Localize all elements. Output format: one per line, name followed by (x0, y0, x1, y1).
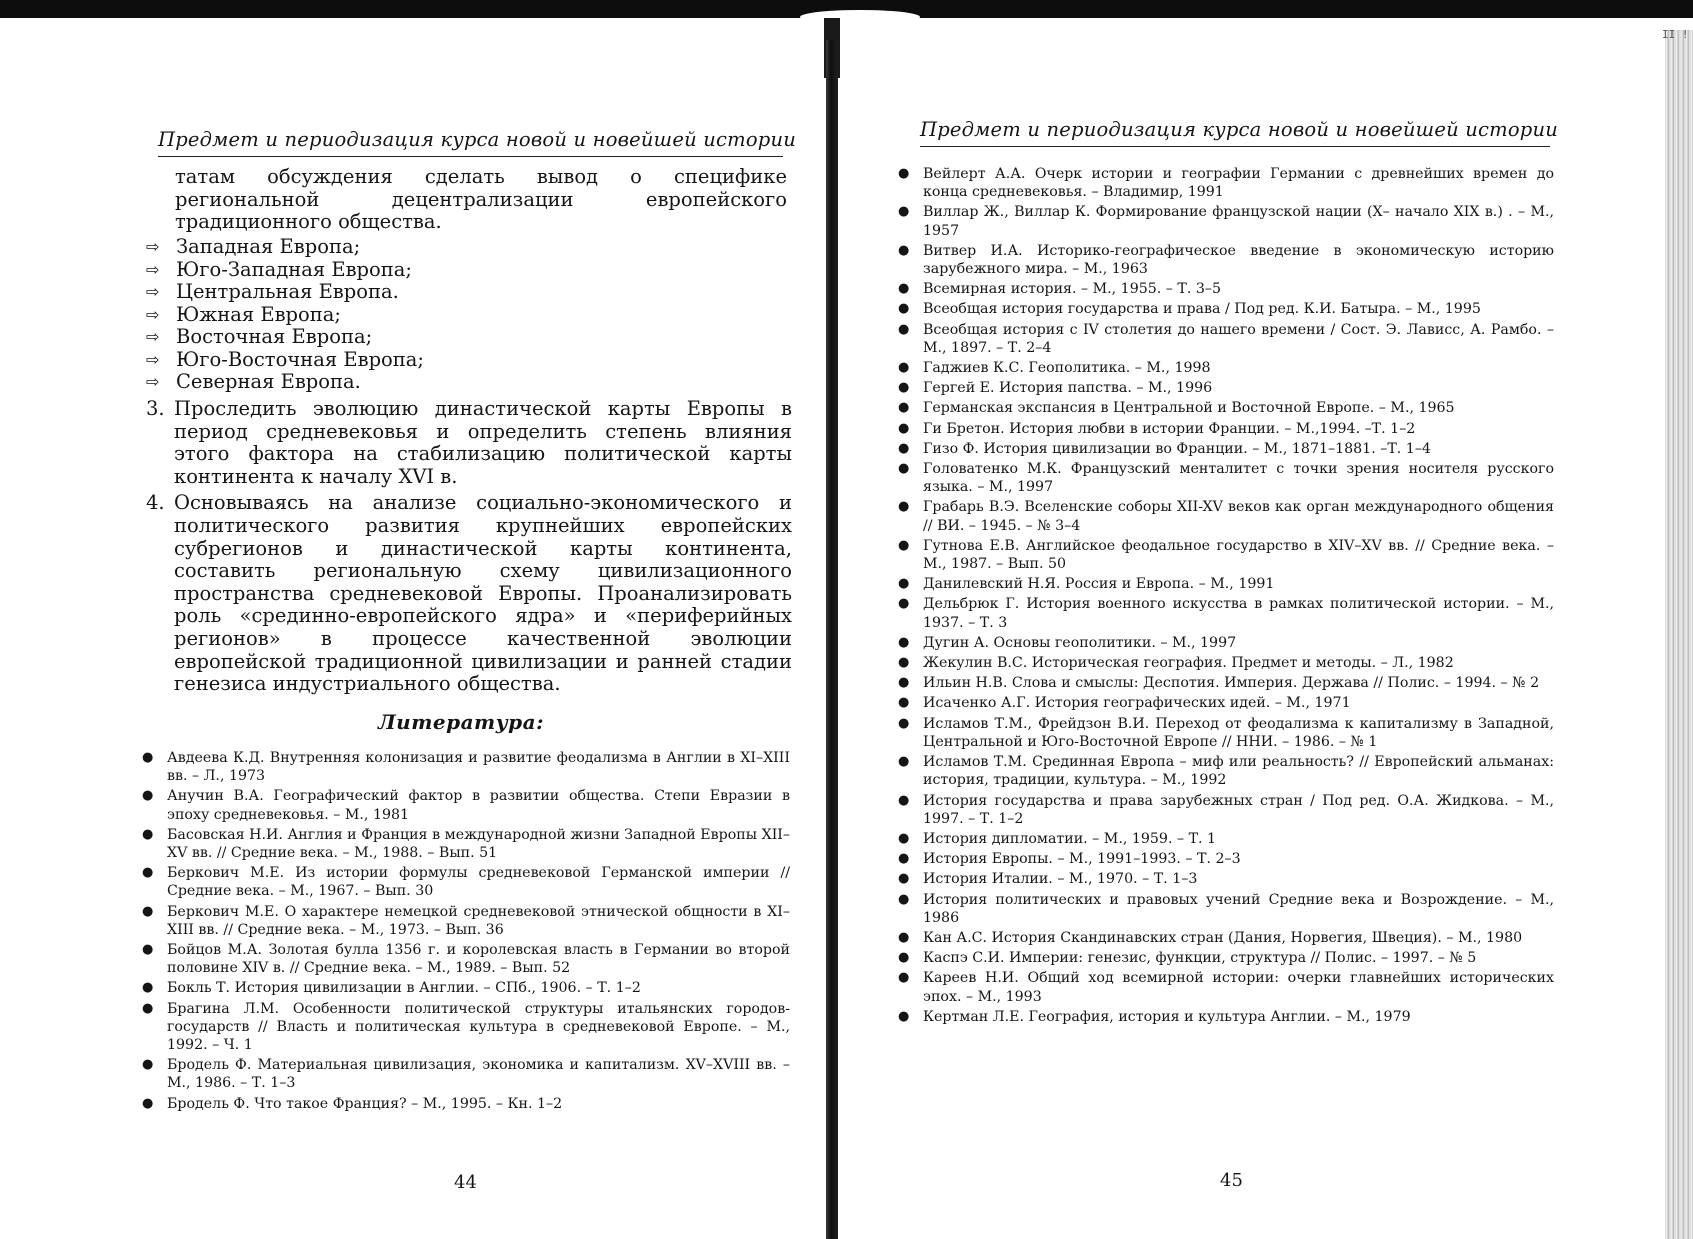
list-item: ● Всеобщая история государства и права / Под ред. К.И. Батыра. – М., 1995 (898, 301, 1481, 318)
list-item: ● Брагина Л.М. Особенности политической структуры итальянских городов-государств // Власть и политическая культура в средневековой Европе. – М., 1992. – Ч. 1 (142, 1000, 790, 1054)
continuation-text: татам обсуждения сделать вывод о специфике региональной децентрализации европейского традиционного общества. (175, 165, 787, 234)
task-item: 3. Проследить эволюцию династической карты Европы в период средневековья и определить степень влияния этого фактора на стабилизацию политической карты континента к началу XVI в. (146, 397, 792, 488)
literature-heading: Литература: (378, 710, 545, 734)
page-number-left: 44 (454, 1172, 477, 1193)
list-item: ● Гутнова Е.В. Английское феодальное государство в XIV–XV вв. // Средние века. – М., 1987. – Вып. 50 (898, 537, 1554, 573)
bullet-icon: ● (142, 1095, 154, 1111)
page-edge-right (1665, 30, 1693, 1239)
bullet-icon: ● (898, 929, 910, 945)
book-spine (826, 40, 838, 1239)
arrow-icon: ⇨ (146, 349, 160, 369)
list-item: ● Исаченко А.Г. История географических идей. – М., 1971 (898, 695, 1351, 712)
list-item: ● Данилевский Н.Я. Россия и Европа. – М., 1991 (898, 576, 1275, 593)
bullet-icon: ● (142, 980, 154, 996)
bullet-icon: ● (898, 380, 910, 396)
bullet-icon: ● (898, 950, 910, 966)
regions-list (146, 236, 786, 394)
list-item: ● История политических и правовых учений Средние века и Возрождение. – М., 1986 (898, 891, 1554, 926)
bullet-icon: ● (898, 204, 910, 220)
list-item: ● Вейлерт А.А. Очерк истории и географии Германии с древнейших времен до конца средневековья. – Владимир, 1991 (898, 166, 1554, 201)
list-item: ● История Италии. – М., 1970. – Т. 1–3 (898, 871, 1198, 888)
arrow-icon: ⇨ (146, 327, 160, 346)
bullet-icon: ● (142, 788, 154, 804)
list-item: ● Грабарь В.Э. Вселенские соборы XII-XV веков как орган международного общения // ВИ. – 1945. – № 3–4 (898, 499, 1554, 534)
list-item: ⇨ Западная Европа; (146, 235, 361, 258)
bullet-icon: ● (898, 754, 910, 770)
bullet-icon: ● (898, 891, 910, 907)
list-item: ● Беркович М.Е. Из истории формулы средневековой Германской империи // Средние века. – М., 1967. – Вып. 30 (142, 865, 790, 900)
bullet-icon: ● (142, 1057, 154, 1073)
list-item: ● Жекулин В.С. Историческая география. Предмет и методы. – Л., 1982 (898, 655, 1454, 672)
tasks-list (146, 398, 792, 700)
running-head-right: Предмет и периодизация курса новой и новейшей истории (920, 118, 1550, 147)
bullet-icon: ● (142, 826, 154, 842)
arrow-icon: ⇨ (146, 237, 160, 256)
bibliography-right (898, 165, 1554, 1028)
list-item: ● Всемирная история. – М., 1955. – Т. 3–5 (898, 281, 1222, 298)
list-item: ● Беркович М.Е. О характере немецкой средневековой этнической общности в XI–XIII вв. // Средние века. – М., 1973. – Вып. 36 (142, 903, 790, 938)
task-item: 4. Основываясь на анализе социально-экономического и политического развития крупнейших европейских субрегионов и династической карты континента, составить региональную схему цивилизационного пространства средневековой Европы. Проанализировать роль «срединно-европейского ядра» и «периферийных регионов» в процессе качественной эволюции европейской традиционной цивилизации и ранней стадии генезиса индустриального общества. (146, 491, 792, 696)
list-item: ⇨ Центральная Европа. (146, 280, 399, 303)
bullet-icon: ● (898, 655, 910, 671)
corner-mark: II ! (1662, 28, 1689, 41)
bullet-icon: ● (898, 400, 910, 416)
bullet-icon: ● (898, 440, 910, 456)
list-item: ⇨ Юго-Восточная Европа; (146, 347, 424, 371)
bullet-icon: ● (898, 851, 910, 867)
list-item: ● Дугин А. Основы геополитики. – М., 1997 (898, 634, 1237, 651)
bullet-icon: ● (898, 596, 910, 612)
list-item: ● Кареев Н.И. Общий ход всемирной истории: очерки главнейших исторических эпох. – М., 1993 (898, 970, 1554, 1005)
list-item: ● Анучин В.А. Географический фактор в развитии общества. Степи Евразии в эпоху средневековья. – М., 1981 (142, 788, 790, 823)
bibliography-left (142, 749, 790, 1115)
arrow-icon: ⇨ (146, 282, 160, 301)
list-item: ● История дипломатии. – М., 1959. – Т. 1 (898, 830, 1217, 847)
arrow-icon: ⇨ (146, 372, 160, 391)
list-item: ● Исламов Т.М., Фрейдзон В.И. Переход от феодализма к капитализму в Западной, Центральной и Юго-Восточной Европе // ННИ. – 1986. – № 1 (898, 715, 1554, 750)
list-item: ● Гергей Е. История папства. – М., 1996 (898, 380, 1213, 397)
list-item: ● Исламов Т.М. Срединная Европа – миф или реальность? // Европейский альманах: история, традиции, культура. – М., 1992 (898, 754, 1554, 789)
bullet-icon: ● (898, 576, 910, 592)
list-item: ⇨ Восточная Европа; (146, 325, 373, 348)
list-item: ● Всеобщая история с IV столетия до нашего времени / Сост. Э. Лависс, А. Рамбо. – М., 1897. – Т. 2–4 (898, 321, 1554, 356)
bullet-icon: ● (142, 942, 154, 958)
list-item: ● Бродель Ф. Материальная цивилизация, экономика и капитализм. XV–XVIII вв. – М., 1986. – Т. 1–3 (142, 1057, 790, 1092)
bullet-icon: ● (898, 420, 910, 436)
arrow-icon: ⇨ (146, 304, 160, 324)
list-item: ● Бокль Т. История цивилизации в Англии. – СПб., 1906. – Т. 1–2 (142, 980, 641, 997)
list-item: ⇨ Северная Европа. (146, 370, 361, 393)
bullet-icon: ● (898, 634, 910, 650)
bullet-icon: ● (898, 871, 910, 887)
list-item: ● Головатенко М.К. Французский менталитет с точки зрения носителя русского языка. – М., 1997 (898, 461, 1554, 496)
bullet-icon: ● (898, 499, 910, 515)
bullet-icon: ● (898, 461, 910, 477)
list-item: ● Авдеева К.Д. Внутренняя колонизация и развитие феодализма в Англии в XI–XIII вв. – Л., 1973 (142, 750, 790, 785)
list-item: ● Гаджиев К.С. Геополитика. – М., 1998 (898, 360, 1211, 377)
list-item: ● Виллар Ж., Виллар К. Формирование французской нации (X– начало XIX в.) . – М., 1957 (898, 204, 1554, 239)
bullet-icon: ● (898, 695, 910, 711)
bullet-icon: ● (142, 865, 154, 881)
list-item: ⇨ Южная Европа; (146, 302, 341, 326)
list-item: ● Кертман Л.Е. География, история и культура Англии. – М., 1979 (898, 1008, 1411, 1025)
list-item: ● Басовская Н.И. Англия и Франция в международной жизни Западной Европы XII–XV вв. // Средние века. – М., 1988. – Вып. 51 (142, 826, 790, 862)
list-item: ● Бродель Ф. Что такое Франция? – М., 1995. – Кн. 1–2 (142, 1095, 563, 1112)
list-item: ● Бойцов М.А. Золотая булла 1356 г. и королевская власть в Германии во второй половине XIV в. // Средние века. – М., 1989. – Вып. 52 (142, 942, 790, 977)
list-item: ● Гизо Ф. История цивилизации во Франции. – М., 1871–1881. –Т. 1–4 (898, 440, 1431, 457)
bullet-icon: ● (898, 301, 910, 317)
running-head-left: Предмет и периодизация курса новой и новейшей истории (158, 128, 783, 157)
bullet-icon: ● (898, 970, 910, 986)
list-item: ⇨ Юго-Западная Европа; (146, 257, 412, 281)
bullet-icon: ● (142, 903, 154, 919)
list-item: ● Витвер И.А. Историко-географическое введение в экономическую историю зарубежного мира. – М., 1963 (898, 242, 1554, 278)
bullet-icon: ● (898, 537, 910, 553)
bullet-icon: ● (898, 792, 910, 808)
bullet-icon: ● (898, 360, 910, 376)
bullet-icon: ● (142, 750, 154, 765)
list-item: ● Ги Бретон. История любви в истории Франции. – М.,1994. –Т. 1–2 (898, 420, 1416, 437)
list-item: ● История государства и права зарубежных стран / Под ред. О.А. Жидкова. – М., 1997. – Т. 1–2 (898, 792, 1554, 827)
list-item: ● Каспэ С.И. Империи: генезис, функции, структура // Полис. – 1997. – № 5 (898, 950, 1477, 967)
list-item: ● История Европы. – М., 1991–1993. – Т. 2–3 (898, 851, 1241, 868)
page-number-right: 45 (1220, 1170, 1243, 1191)
bullet-icon: ● (142, 1000, 154, 1016)
bullet-icon: ● (898, 166, 910, 181)
list-item: ● Кан А.С. История Скандинавских стран (Дания, Норвегия, Швеция). – М., 1980 (898, 929, 1523, 946)
bullet-icon: ● (898, 281, 910, 297)
bullet-icon: ● (898, 715, 910, 731)
arrow-icon: ⇨ (146, 259, 160, 279)
list-item: ● Дельбрюк Г. История военного искусства в рамках политической истории. – М., 1937. – Т. 3 (898, 596, 1554, 631)
bullet-icon: ● (898, 1008, 910, 1024)
list-item: ● Германская экспансия в Центральной и Восточной Европе. – М., 1965 (898, 400, 1455, 417)
bullet-icon: ● (898, 675, 910, 691)
scan-top-edge (0, 0, 1693, 18)
bullet-icon: ● (898, 321, 910, 337)
bullet-icon: ● (898, 242, 910, 258)
bullet-icon: ● (898, 830, 910, 846)
list-item: ● Ильин Н.В. Слова и смыслы: Деспотия. Империя. Держава // Полис. – 1994. – № 2 (898, 675, 1540, 692)
